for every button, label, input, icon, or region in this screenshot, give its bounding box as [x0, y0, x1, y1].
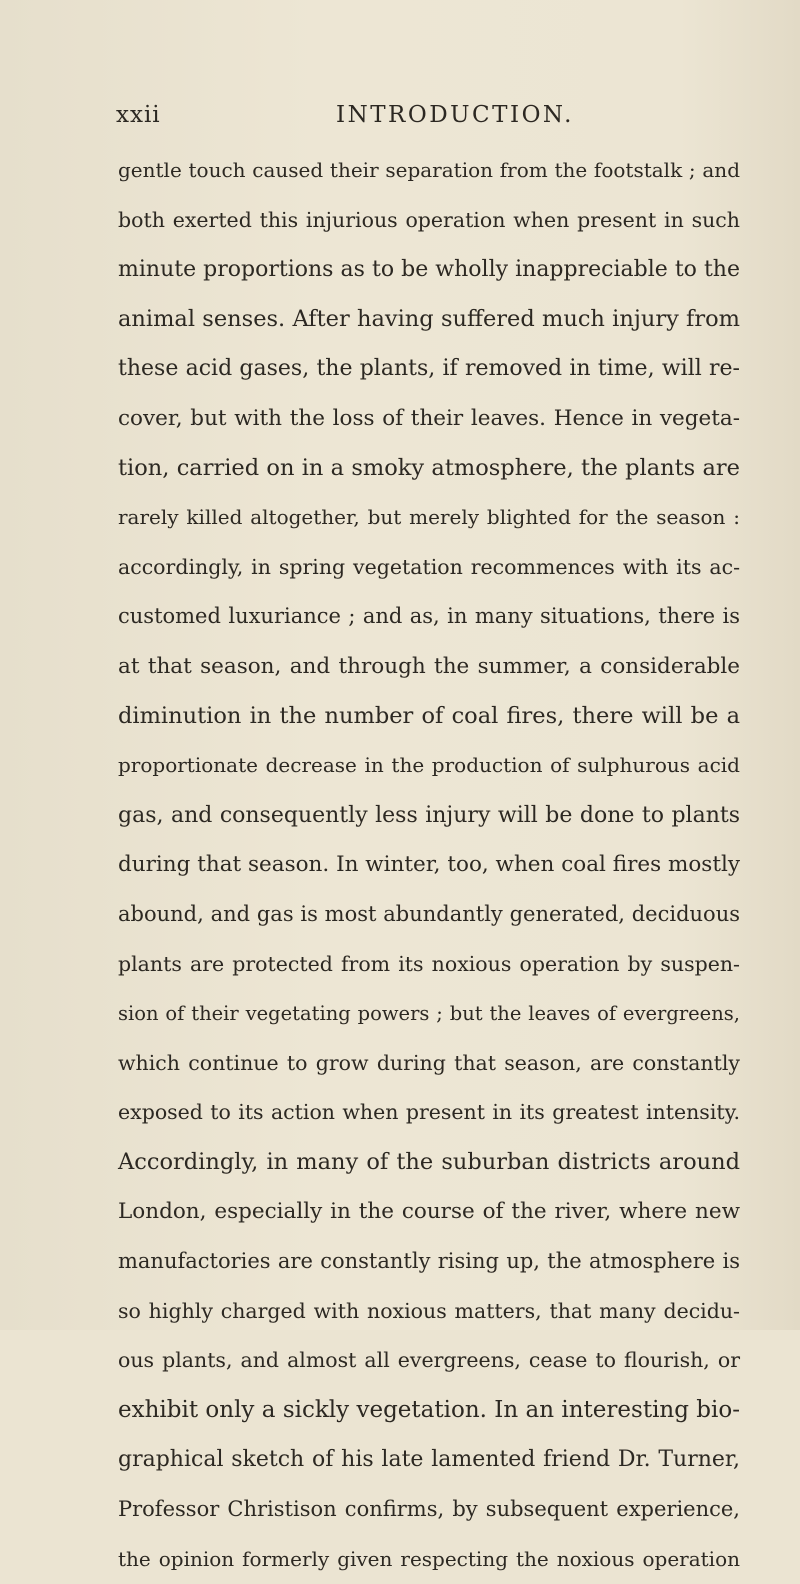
text-line: both exerted this injurious operation when present in such	[118, 207, 740, 232]
text-line: proportionate decrease in the production of sulphurous acid	[118, 753, 740, 778]
text-line: the opinion formerly given respecting the noxious operation	[118, 1546, 740, 1571]
text-line: sion of their vegetating powers ; but the leaves of evergreens,	[118, 1002, 740, 1026]
text-line: plants are protected from its noxious operation by suspen-	[118, 951, 740, 976]
text-line: these acid gases, the plants, if removed in time, will re-	[118, 356, 740, 382]
text-line: exhibit only a sickly vegetation. In an interesting bio-	[118, 1396, 740, 1423]
text-line: diminution in the number of coal fires, there will be a	[118, 702, 740, 729]
text-line: London, especially in the course of the river, where new	[118, 1199, 740, 1225]
text-line: exposed to its action when present in its greatest intensity.	[118, 1100, 740, 1125]
text-line: tion, carried on in a smoky atmosphere, the plants are	[118, 454, 740, 481]
text-line: rarely killed altogether, but merely blighted for the season :	[118, 505, 740, 530]
text-line: which continue to grow during that season, are constantly	[118, 1050, 740, 1075]
text-line: manufactories are constantly rising up, the atmosphere is	[118, 1249, 740, 1274]
text-line: accordingly, in spring vegetation recommences with its ac-	[118, 554, 740, 579]
text-line: animal senses. After having suffered much injury from	[118, 305, 740, 332]
text-line: gentle touch caused their separation from the footstalk ; and	[118, 158, 740, 182]
text-line: at that season, and through the summer, a considerable	[118, 653, 740, 679]
text-line: gas, and consequently less injury will be done to plants	[118, 802, 740, 828]
text-line: Professor Christison confirms, by subsequent experience,	[118, 1497, 740, 1522]
text-line: ous plants, and almost all evergreens, cease to flourish, or	[118, 1348, 740, 1373]
text-line: during that season. In winter, too, when coal fires mostly	[118, 852, 740, 878]
page-header	[0, 96, 800, 130]
text-line: customed luxuriance ; and as, in many situations, there is	[118, 604, 740, 629]
text-line: so highly charged with noxious matters, that many decidu-	[118, 1298, 740, 1323]
text-line: graphical sketch of his late lamented friend Dr. Turner,	[118, 1447, 740, 1473]
text-line: cover, but with the loss of their leaves. Hence in vegeta-	[118, 405, 740, 431]
text-line: minute proportions as to be wholly inappreciable to the	[118, 257, 740, 283]
body-text	[118, 146, 740, 1584]
running-head: INTRODUCTION.	[336, 102, 574, 128]
page-number: xxii	[116, 102, 161, 128]
text-line: Accordingly, in many of the suburban districts around	[118, 1148, 740, 1175]
text-line: abound, and gas is most abundantly generated, deciduous	[118, 901, 740, 926]
